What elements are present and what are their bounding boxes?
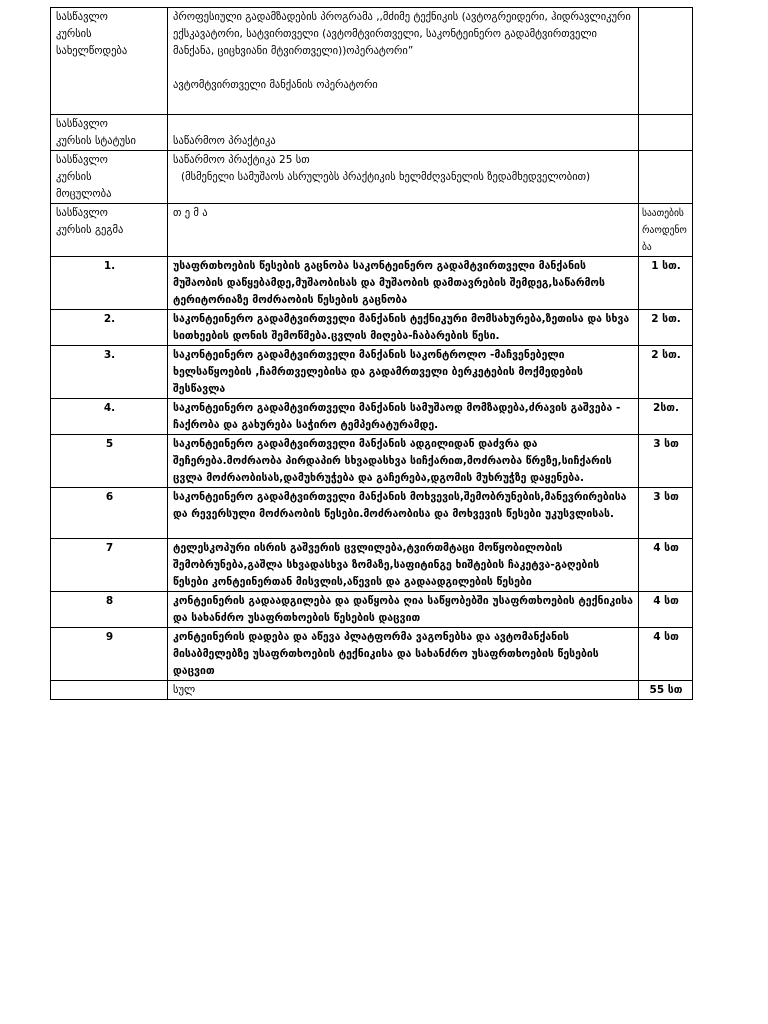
course-status-value: საწარმოო პრაქტიკა — [173, 135, 276, 147]
empty-cell — [639, 115, 693, 151]
row-topic: კონტეინერის გადაადგილება და დაწყობა ღია საწყობებში უსაფრთხოების ტექნიკისა და სახანძრო უსაფრთხოების წესების დაცვით — [168, 592, 639, 628]
row-number: 1. — [51, 257, 168, 310]
row-topic: საკონტეინერო გადამტვირთველი მანქანის ტექნიკური მომსახურება,ზეთისა და სხვა სითხეების დონის შემოწმება.ცვლის მიღება-ჩაბარების წესი. — [168, 310, 639, 346]
row-topic: უსაფრთხოების წესების გაცნობა საკონტეინერო გადამტვირთველი მანქანის მუშაობის დაწყებამდე,მუშაობისას და მუშაობის დამთავრების შემდეგ,საწარმოს ტერიტორიაზე მოძრაობის წესების გაცნობა — [168, 257, 639, 310]
total-label: სულ — [168, 681, 639, 700]
course-name-subtitle: ავტომტვირთველი მანქანის ოპერატორი — [173, 79, 378, 91]
table-row — [51, 592, 693, 628]
row-topic: საკონტეინერო გადამტვირთველი მანქანის საკონტროლო -მაჩვენებელი ხელსაწყოების ,ჩამრთველებისა და გადამრთველი ბერკეტების მოქმედების შესწავლა — [168, 346, 639, 399]
table-row — [51, 346, 693, 399]
total-hours: 55 სთ — [639, 681, 693, 700]
empty-cell — [639, 151, 693, 204]
row-hours: 1 სთ. — [639, 257, 693, 310]
theme-header: თ ე მ ა — [168, 204, 639, 257]
table-row — [51, 257, 693, 310]
course-volume-cell — [168, 151, 639, 204]
table-row — [51, 310, 693, 346]
row-number: 2. — [51, 310, 168, 346]
row-number: 4. — [51, 399, 168, 435]
empty-cell — [639, 8, 693, 115]
course-volume-value: საწარმოო პრაქტიკა 25 სთ — [173, 154, 310, 166]
row-topic: კონტეინერის დადება და აწევა პლატფორმა ვაგონებსა და ავტომანქანის მისაბმელებზე უსაფრთხოების ტექნიკისა და სახანძრო უსაფრთხოების წესების დაცვით — [168, 628, 639, 681]
row-hours: 4 სთ — [639, 539, 693, 592]
course-volume-note: (მსმენელი სამუშაოს ასრულებს პრაქტიკის ხელმძღვანელის ზედამხედველობით) — [181, 171, 591, 183]
row-hours: 2 სთ. — [639, 310, 693, 346]
row-topic: საკონტეინერო გადამტვირთველი მანქანის მოხვევის,შემობრუნების,მანევრირებისა და რევერსული მოძრაობის წესები.მოძრაობისა და მოხვევის წესები უკუსვლისას. — [168, 488, 639, 539]
row-hours: 2 სთ. — [639, 346, 693, 399]
table-row — [51, 539, 693, 592]
course-status-cell — [168, 115, 639, 151]
row-hours: 4 სთ — [639, 592, 693, 628]
course-status-row — [51, 115, 693, 151]
row-number: 7 — [51, 539, 168, 592]
table-row — [51, 628, 693, 681]
row-number: 5 — [51, 435, 168, 488]
row-hours: 3 სთ — [639, 435, 693, 488]
course-status-label: სასწავლო კურსის სტატუსი — [51, 115, 168, 151]
row-number: 9 — [51, 628, 168, 681]
course-name-row — [51, 8, 693, 115]
row-topic: საკონტეინერო გადამტვირთველი მანქანის სამუშაოდ მომზადება,ძრავის გაშვება - ჩაქრობა და გახურება საჭირო ტემპერატურამდე. — [168, 399, 639, 435]
row-hours: 2სთ. — [639, 399, 693, 435]
course-volume-label: სასწავლო კურსის მოცულობა — [51, 151, 168, 204]
table-row — [51, 435, 693, 488]
row-number: 6 — [51, 488, 168, 539]
row-topic: ტელესკოპური ისრის გაშვერის ცვლილება,ტვირთმტაცი მოწყობილობის შემობრუნება,გაშლა სხვადასხვა ზომაზე,საფიტინგე ხიშტების ჩაკეტვა-გაღების წესები კონტეინერთან მისვლის,აწევის და გადაადგილების წესები — [168, 539, 639, 592]
row-hours: 4 სთ — [639, 628, 693, 681]
row-hours: 3 სთ — [639, 488, 693, 539]
empty-cell — [51, 681, 168, 700]
row-number: 8 — [51, 592, 168, 628]
course-volume-row — [51, 151, 693, 204]
row-number: 3. — [51, 346, 168, 399]
row-topic: საკონტეინერო გადამტვირთველი მანქანის ადგილიდან დაძვრა და შეჩერება.მოძრაობა პირდაპირ სხვადასხვა სიჩქარით,მოძრაობა წრეზე,სიჩქარის ცვლა მოძრაობისას,დამუხრუჭება და გაჩერება,დგომის მუხრუჭზე დაყენება. — [168, 435, 639, 488]
table-row — [51, 399, 693, 435]
course-name-cell — [168, 8, 639, 115]
course-syllabus-table — [50, 7, 693, 700]
course-plan-label: სასწავლო კურსის გეგმა — [51, 204, 168, 257]
hours-header: საათების რაოდენობა — [639, 204, 693, 257]
table-row — [51, 488, 693, 539]
course-name-value: პროფესიული გადამზადების პროგრამა ,,მძიმე ტექნიკის (ავტოგრეიდერი, ჰიდრავლიკური ექსკავატორი, სატვირთველი (ავტომტვირთველი, საკონტეინერო გადამტვირთველი მანქანა, ციცხვიანი მტვირთველი))ოპერატორი” — [173, 11, 631, 57]
course-name-label: სასწავლო კურსის სახელწოდება — [51, 8, 168, 115]
total-row — [51, 681, 693, 700]
course-plan-header-row — [51, 204, 693, 257]
